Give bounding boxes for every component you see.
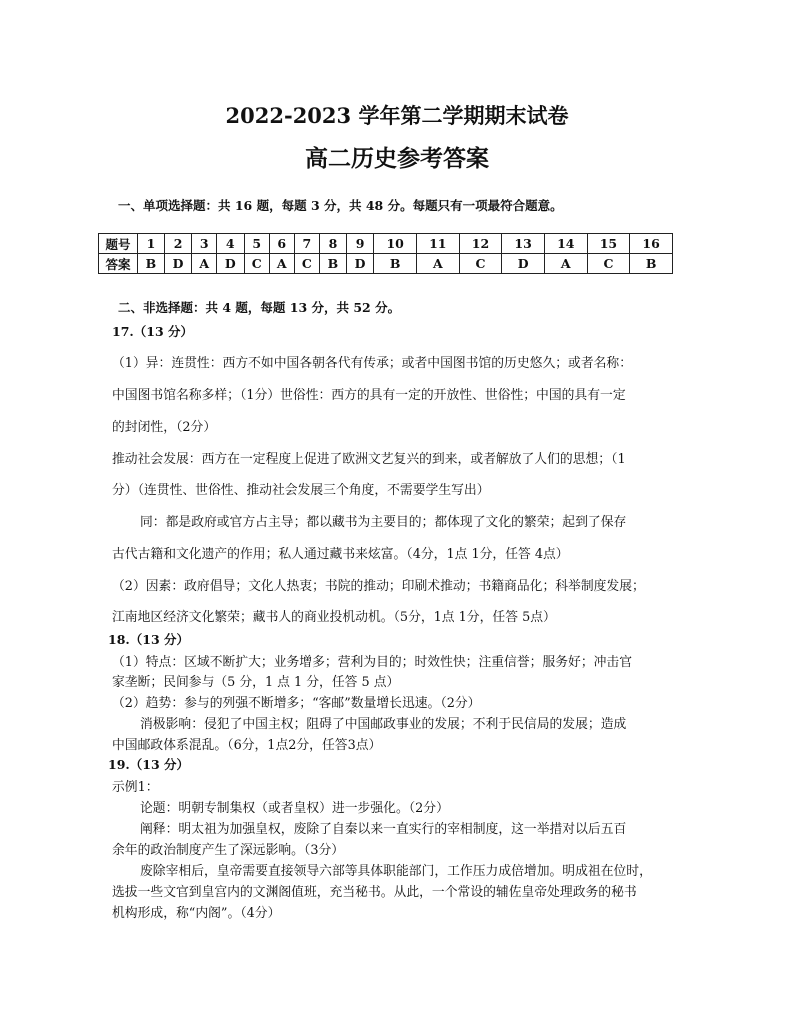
question-number: 5 [244, 234, 269, 254]
q18-line: 消极影响：侵犯了中国主权；阻碍了中国邮政事业的发展；不利于民信局的发展；造成 [140, 717, 627, 732]
row-label-number: 题号 [99, 234, 138, 254]
q19-line: 示例1： [112, 780, 159, 795]
q18-heading: 18.（13 分） [108, 632, 189, 647]
answer-cell: B [138, 254, 165, 274]
q17-line: 江南地区经济文化繁荣；藏书人的商业投机动机。（5分，1点 1分，任答 5点） [112, 610, 556, 625]
question-number: 10 [374, 234, 417, 254]
q18-line: 中国邮政体系混乱。（6分，1点2分，任答3点） [112, 738, 382, 753]
question-number: 7 [294, 234, 319, 254]
q17-line: 古代古籍和文化遗产的作用；私人通过藏书来炫富。（4分，1点 1分，任答 4点） [112, 547, 569, 562]
question-number: 3 [192, 234, 217, 254]
q17-line: （2）因素：政府倡导；文化人热衷；书院的推动；印刷术推动；书籍商品化；科举制度发展； [112, 579, 645, 594]
q17-heading: 17.（13 分） [112, 324, 193, 339]
answer-cell: B [320, 254, 347, 274]
answer-cell: C [244, 254, 269, 274]
question-number: 1 [138, 234, 165, 254]
q19-line: 余年的政治制度产生了深远影响。（3分） [112, 843, 345, 858]
q17-line: 中国图书馆名称多样；（1分）世俗性：西方的具有一定的开放性、世俗性；中国的具有一定 [112, 388, 626, 403]
answer-cell: A [416, 254, 459, 274]
answer-cell: C [587, 254, 630, 274]
q17-line: 推动社会发展：西方在一定程度上促进了欧洲文艺复兴的到来，或者解放了人们的思想；（1 [112, 452, 626, 467]
answer-cell: C [294, 254, 319, 274]
q19-line: 机构形成，称“内阁”。（4分） [112, 906, 281, 921]
question-number: 9 [346, 234, 373, 254]
answer-cell: A [192, 254, 217, 274]
q17-line: （1）异：连贯性：西方不如中国各朝各代有传承；或者中国图书馆的历史悠久；或者名称： [112, 356, 633, 371]
answer-cell: D [164, 254, 191, 274]
question-number: 2 [164, 234, 191, 254]
answer-cell: A [544, 254, 587, 274]
document-subtitle: 高二历史参考答案 [305, 145, 489, 172]
q17-line: 同：都是政府或官方占主导；都以藏书为主要目的；都体现了文化的繁荣；起到了保存 [140, 515, 627, 530]
question-number: 8 [320, 234, 347, 254]
table-row [99, 234, 673, 254]
question-number: 16 [630, 234, 673, 254]
q18-line: 家垄断；民间参与（5 分，1 点 1 分，任答 5 点） [112, 675, 400, 690]
answer-cell: A [269, 254, 294, 274]
answer-cell: C [459, 254, 502, 274]
answer-cell: D [217, 254, 244, 274]
question-number: 6 [269, 234, 294, 254]
q19-line: 选拔一些文官到皇宫内的文渊阁值班，充当秘书。从此，一个常设的辅佐皇帝处理政务的秘书 [112, 885, 637, 900]
q19-line: 阐释：明太祖为加强皇权，废除了自秦以来一直实行的宰相制度，这一举措对以后五百 [140, 822, 627, 837]
question-number: 4 [217, 234, 244, 254]
section2-heading: 二、非选择题：共 4 题，每题 13 分，共 52 分。 [118, 300, 401, 315]
question-number: 12 [459, 234, 502, 254]
row-label-answer: 答案 [99, 254, 138, 274]
question-number: 14 [544, 234, 587, 254]
document-title: 2022-2023 学年第二学期期末试卷 [225, 103, 569, 128]
q19-heading: 19.（13 分） [108, 757, 189, 772]
answer-cell: D [346, 254, 373, 274]
answer-cell: B [630, 254, 673, 274]
answer-cell: D [502, 254, 545, 274]
q18-line: （2）趋势：参与的列强不断增多；“客邮”数量增长迅速。（2分） [112, 696, 481, 711]
section1-heading: 一、单项选择题：共 16 题，每题 3 分，共 48 分。每题只有一项最符合题意。 [118, 198, 563, 213]
q17-line: 分）（连贯性、世俗性、推动社会发展三个角度，不需要学生写出） [112, 483, 490, 498]
q18-line: （1）特点：区域不断扩大；业务增多；营利为目的；时效性快；注重信誉；服务好；冲击官 [112, 655, 633, 670]
table-row [99, 254, 673, 274]
answer-cell: B [374, 254, 417, 274]
q19-line: 论题：明朝专制集权（或者皇权）进一步强化。（2分） [140, 801, 449, 816]
question-number: 11 [416, 234, 459, 254]
question-number: 15 [587, 234, 630, 254]
q19-line: 废除宰相后，皇帝需要直接领导六部等具体职能部门，工作压力成倍增加。明成祖在位时， [140, 864, 652, 879]
question-number: 13 [502, 234, 545, 254]
q17-line: 的封闭性，（2分） [112, 420, 217, 435]
answer-table [98, 233, 673, 274]
